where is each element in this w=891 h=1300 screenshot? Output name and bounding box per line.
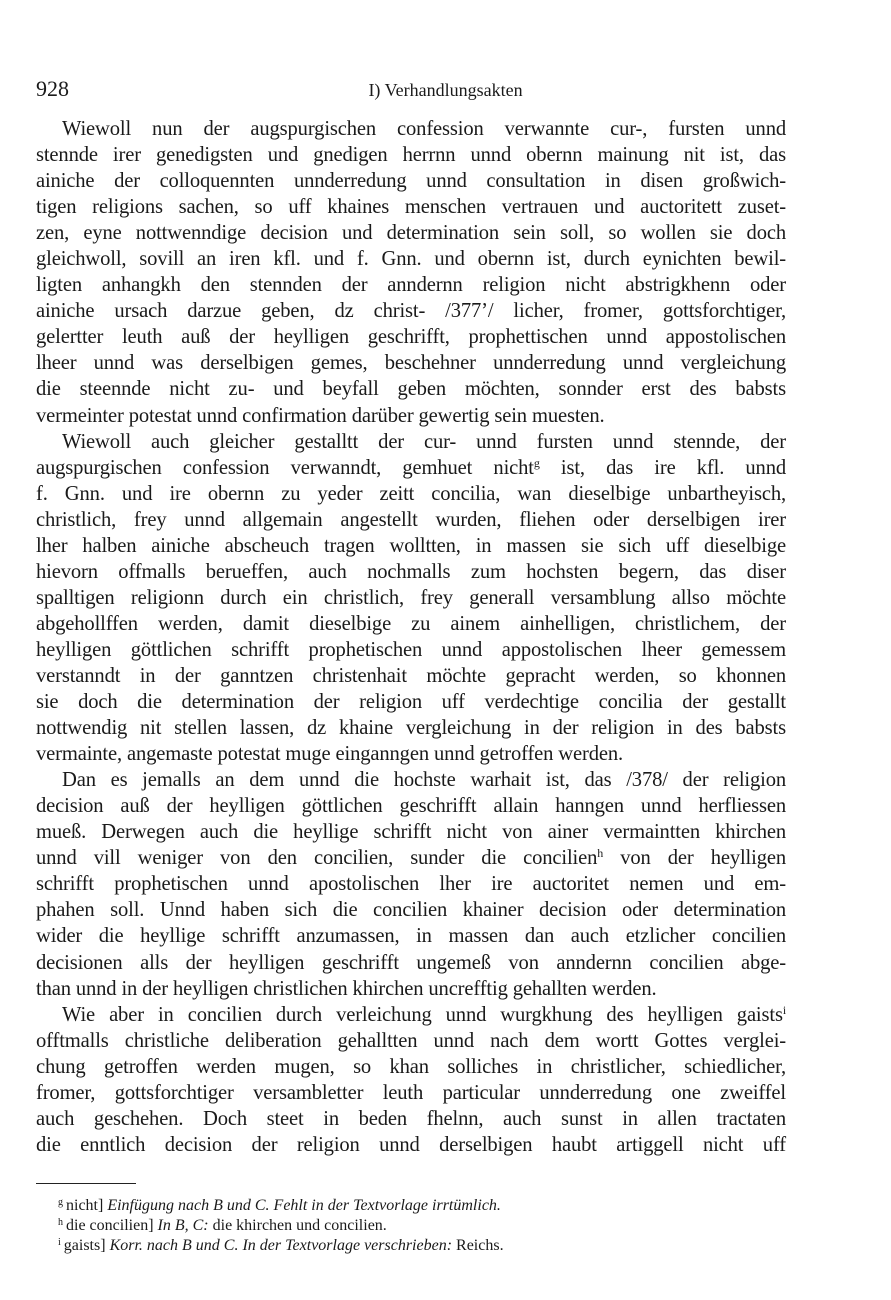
text-line: spalltigen religionn durch ein christlich, frey generall versamblung allso möchte: [36, 586, 786, 609]
footnote-lemma: nicht]: [66, 1197, 104, 1214]
text-line: nottwendig nit stellen lassen, dz khaine vergleichung in der religion in des babsts: [36, 717, 786, 740]
text-line: gleichwoll, sovill an iren kfl. und f. Gnn. und obernn ist, durch eynichten bewil-: [36, 248, 786, 271]
text-line: than unnd in der heylligen christlichen khirchen uncrefftig gehallten werden.: [36, 977, 657, 1000]
text-line: ligten anhangkh den stennden der anndernn religion nicht abstrigkhenn oder: [36, 274, 786, 297]
text-line: auch geschehen. Doch steet in beden fhelnn, auch sunst in allen tractaten: [36, 1107, 786, 1130]
main-text: [36, 116, 786, 1158]
footnote-lemma: die concilien]: [66, 1217, 154, 1234]
running-title: I) Verhandlungsakten: [368, 80, 523, 100]
text-line: chung getroffen werden mugen, so khan solliches in christlicher, schiedlicher,: [36, 1055, 786, 1078]
text-line: die enntlich decision der religion unnd derselbigen haubt artiggell nicht uff: [36, 1133, 786, 1156]
text-line: [36, 845, 786, 871]
paragraph: [36, 429, 786, 768]
text-line: Dan es jemalls an dem unnd die hochste warhait ist, das /378/ der religion: [62, 769, 786, 792]
footnote: [58, 1236, 504, 1256]
text-line: vermainte, angemaste potestat muge einganngen unnd getroffen werden.: [36, 743, 623, 766]
text-line: decision auß der heylligen göttlichen geschrifft allain hanngen unnd herfliessen: [36, 795, 786, 818]
footnotes: [58, 1196, 504, 1256]
footnote-note: Reichs.: [452, 1237, 504, 1254]
footnote-note: Korr. nach B und C. In der Textvorlage verschrieben:: [105, 1237, 453, 1254]
text-line: christlich, frey unnd allgemain angestellt wurden, fliehen oder derselbigen irer: [36, 508, 786, 531]
text-line: stennde irer genedigsten und gnedigen herrnn unnd obernn mainung nit ist, das: [36, 144, 786, 167]
footnote: [58, 1196, 504, 1216]
page-number: 928: [36, 76, 69, 101]
text-line: schrifft prophetischen unnd apostolischen lher ire auctoritet nemen und em-: [36, 873, 786, 896]
text-line: mueß. Derwegen auch die heyllige schrifft nicht von ainer vermaintten khirchen: [36, 821, 786, 844]
text-line: f. Gnn. und ire obernn zu yeder zeitt concilia, wan dieselbige unbartheyisch,: [36, 482, 786, 505]
footnote-note: In B, C:: [153, 1217, 209, 1234]
text-line: heylligen göttlichen schrifft prophetischen unnd appostolischen lheer gemessem: [36, 638, 786, 661]
text-line: hievorn offmalls berueffen, auch nochmalls zum hochsten begern, das diser: [36, 560, 786, 583]
text-line: zen, eyne nottwenndige decision und determination sein soll, so wollen sie doch: [36, 222, 786, 245]
text-line: die steennde nicht zu- und beyfall geben möchten, sonnder erst des babsts: [36, 378, 786, 401]
text-line: verstanndt in der ganntzen christenhait möchte gepracht werden, so khonnen: [36, 664, 786, 687]
footnote-rule: [36, 1183, 136, 1184]
text-line: ainiche der colloquennten unnderredung unnd consultation in disen großwich-: [36, 170, 786, 193]
footnote-note: Einfügung nach B und C. Fehlt in der Textvorlage irrtümlich.: [103, 1197, 501, 1214]
line-text: ist, das ire kfl. unnd: [539, 456, 786, 479]
line-text: unnd vill weniger von den concilien, sunder die concilien: [36, 847, 598, 870]
footnote-mark: h: [58, 1217, 63, 1228]
footnote-mark: g: [58, 1197, 63, 1208]
text-line: tigen religions sachen, so uff khaines menschen vertrauen und auctoritett zuset-: [36, 196, 786, 219]
footnote-note: die khirchen und concilien.: [208, 1217, 387, 1234]
text-line: [36, 1002, 786, 1028]
footnote-lemma: gaists]: [63, 1237, 106, 1254]
text-line: wider die heyllige schrifft anzumassen, in massen dan auch etzlicher concilien: [36, 925, 786, 948]
footnote-mark: i: [58, 1237, 61, 1248]
paragraph: [36, 1002, 786, 1158]
footnote-marker: g: [533, 455, 540, 470]
text-line: lher halben ainiche abscheuch tragen wolltten, in massen sie sich uff dieselbige: [36, 534, 786, 557]
text-line: ainiche ursach darzue geben, dz christ- /377’/ licher, fromer, gottsforchtiger,: [36, 300, 786, 323]
text-line: decisionen alls der heylligen geschrifft ungemeß von anndernn concilien abge-: [36, 951, 786, 974]
paragraph: [36, 767, 786, 1001]
text-line: offtmalls christliche deliberation gehalltten unnd nach dem wortt Gottes verglei-: [36, 1029, 786, 1052]
text-line: abgehollffen werden, damit dieselbige zu ainem ainhelligen, christlichem, der: [36, 612, 786, 635]
footnote: [58, 1216, 504, 1236]
footnote-marker: i: [782, 1002, 786, 1017]
text-line: Wiewoll auch gleicher gestalltt der cur- unnd fursten unnd stennde, der: [62, 430, 786, 453]
line-text: Wie aber in concilien durch verleichung unnd wurgkhung des heylligen gaists: [62, 1003, 783, 1026]
footnote-marker: h: [597, 846, 604, 861]
line-text: von der heylligen: [603, 847, 786, 870]
text-line: lheer unnd was derselbigen gemes, beschehner unnderredung unnd vergleichung: [36, 352, 786, 375]
line-text: augspurgischen confession verwanndt, gemhuet nicht: [36, 456, 534, 479]
text-line: vermeinter potestat unnd confirmation darüber gewertig sein muesten.: [36, 404, 605, 427]
text-line: Wiewoll nun der augspurgischen confession verwannte cur-, fursten unnd: [62, 118, 786, 140]
paragraph: [36, 116, 786, 429]
text-line: phahen soll. Unnd haben sich die concilien khainer decision oder determination: [36, 899, 786, 922]
text-line: fromer, gottsforchtiger versambletter leuth particular unnderredung one zweiffel: [36, 1081, 786, 1104]
text-line: sie doch die determination der religion uff verdechtige concilia der gestallt: [36, 691, 786, 714]
text-line: gelertter leuth auß der heylligen geschrifft, prophettischen unnd appostolischen: [36, 326, 786, 349]
text-line: [36, 455, 786, 481]
